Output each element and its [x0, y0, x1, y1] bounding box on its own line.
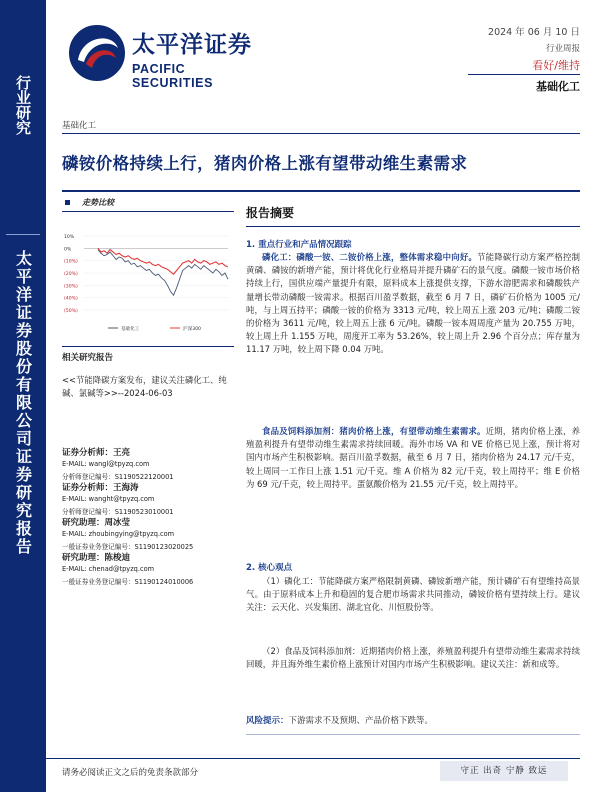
analyst-cert: 一般证券业务登记编号：S1190123020025	[62, 543, 194, 551]
page-title: 磷铵价格持续上行，猪肉价格上涨有望带动维生素需求	[62, 154, 468, 173]
summary-title: 报告摘要	[246, 206, 295, 220]
side-band-bottom-label: 太平洋证券股份有限公司证券研究报告	[13, 250, 33, 556]
paragraph-lead: 食品及饲料添加剂：猪肉价格上涨，有望带动维生素需求。	[262, 426, 486, 436]
chart-tick-label: (10%)	[64, 259, 78, 265]
title-top-rule	[62, 133, 580, 134]
chart-tick-label: 10%	[64, 235, 75, 240]
analyst-card	[62, 516, 242, 551]
analyst-name: 研究助理：陈梭迪	[62, 553, 131, 563]
title-bottom-rule	[62, 190, 580, 192]
analyst-email: E-MAIL: wangl@tpyzq.com	[62, 460, 150, 468]
brand-logo	[68, 24, 268, 90]
analyst-email: E-MAIL: wanght@tpyzq.com	[62, 495, 155, 503]
core-view-2	[246, 645, 580, 671]
breadcrumb: 基础化工	[62, 121, 97, 131]
risk-text: 下游需求不及预期、产品价格下跌等。	[288, 716, 434, 726]
related-reports-heading: 相关研究报告	[62, 353, 114, 363]
section-heading-core-views: 2. 核心观点	[246, 563, 293, 573]
side-band-divider	[6, 234, 40, 235]
brand-name-cn: 太平洋证券	[132, 32, 252, 58]
content-bottom-rule	[246, 734, 580, 735]
section-heading-tracking: 1. 重点行业和产品情况跟踪	[246, 240, 352, 250]
chart-legend-label: 基础化工	[121, 326, 140, 332]
pacific-logo-icon	[68, 24, 126, 82]
left-separator	[62, 346, 234, 347]
chart-series-line	[98, 250, 228, 296]
risk-warning	[246, 714, 433, 726]
core-view-text: （1）磷化工：节能降碳方案严格限制黄磷、磷铵新增产能，预计磷矿石有望维持高景气。由于原料成本上升和稳固的复合肥市场需求共同推动，磷铵价格有望持续上行。建议关注：云天化、兴发集团、湖北宜化、川恒股份等。	[246, 576, 580, 613]
related-report-item: <<节能降碳方案发布，建议关注磷化工、纯碱、氯碱等>>--2024-06-03	[62, 375, 227, 398]
summary-paragraph-phosphate	[246, 251, 580, 357]
footer-rule	[46, 758, 580, 759]
rating-badge: 看好/维持	[532, 59, 580, 72]
paragraph-text: 近期，猪肉价格上涨，养殖盈利提升有望带动维生素需求持续回暖。海外市场 VA 和 VE 价格已见上涨，预计将对国内市场产生积极影响。据百川盈孚数据，截至 6 月 7 日，猪肉价格为 24.17 元/千克，较上周同一工作日上涨 1.51 元/千克。维 A 价格为 82 元/千克，较上周持平；维 E 价格为 69 元/千克，较上周持平。蛋氨酸价格为 21.55 元/千克，较上周持平。	[246, 426, 581, 489]
summary-rule	[246, 226, 580, 227]
chart-tick-label: (40%)	[64, 296, 78, 302]
footer-disclaimer: 请务必阅读正文之后的免责条款部分	[62, 768, 199, 778]
analyst-cert: 一般证券业务登记编号：S1190124010006	[62, 578, 194, 586]
summary-paragraph-feed	[246, 425, 580, 491]
paragraph-text: 节能降碳行动方案严格控制黄磷、磷铵的新增产能，预计将优化行业格局并提升磷矿石的景气度。磷酸一铵市场价格持续上行，国供应端产量提升有限，原料成本上涨提供支撑，下游水溶肥需求和磷酸铁产量增长带动磷酸一铵需求。根据百川盈孚数据，截至 6 月 7 日，磷矿石价格为 1005 元/吨，与上周五持平；磷酸一铵的价格为 3313 元/吨，较上周五上涨 203 元/吨；磷酸二铵的价格为 3611 元/吨，较上周五上涨 6 元/吨。磷酸一铵本周周度产量为 20.755 万吨，较上周上升 1.155 万吨，周度开工率为 53.26%，较上周上升 2.96 个百分点；库存量为 11.17 万吨，较上周下降 0.04 万吨。	[246, 252, 580, 355]
trend-title: 走势比较	[82, 198, 114, 207]
analyst-name: 研究助理：周冰莹	[62, 518, 131, 528]
core-view-1	[246, 575, 580, 615]
footer-motto: 守正 出奇 宁静 致远	[440, 761, 568, 781]
analyst-card	[62, 446, 242, 481]
analyst-list	[62, 446, 242, 586]
report-type: 行业周报	[545, 44, 580, 54]
chart-series-line	[98, 248, 228, 274]
chart-tick-label: 0%	[64, 247, 72, 253]
report-date: 2024 年 06 月 10 日	[488, 27, 580, 38]
chart-tick-label: (50%)	[64, 309, 78, 314]
trend-chart	[62, 228, 234, 338]
analyst-card	[62, 551, 242, 586]
risk-label: 风险提示：	[246, 716, 289, 726]
header-divider	[468, 74, 580, 75]
chart-tick-label: (20%)	[64, 272, 78, 277]
analyst-email: E-MAIL: chenad@tpyzq.com	[62, 565, 155, 573]
analyst-email: E-MAIL: zhoubingying@tpyzq.com	[62, 530, 175, 538]
industry-label: 基础化工	[536, 80, 580, 93]
side-band-top-label: 行业研究	[14, 75, 32, 135]
analyst-name: 证券分析师：王亮	[62, 448, 131, 458]
report-header-meta	[488, 24, 580, 54]
trend-rule	[62, 211, 234, 212]
analyst-card	[62, 481, 242, 516]
analyst-cert: 分析师登记编号：S1190523010001	[62, 508, 174, 516]
brand-name-en: PACIFIC SECURITIES	[132, 62, 214, 90]
bullet-square-icon	[65, 200, 70, 205]
chart-legend-label: 沪深300	[183, 326, 201, 332]
paragraph-lead: 磷化工：磷酸一铵、二铵价格上涨，整体需求稳中向好。	[262, 252, 478, 262]
chart-tick-label: (30%)	[64, 284, 78, 290]
analyst-cert: 分析师登记编号：S1190522120001	[62, 473, 174, 481]
core-view-text: （2）食品及饲料添加剂：近期猪肉价格上涨，养殖盈利提升有望带动维生素需求持续回暖，并且海外维生素价格上涨预计对国内市场产生积极影响。建议关注：新和成等。	[246, 646, 580, 670]
analyst-name: 证券分析师：王海涛	[62, 483, 139, 493]
